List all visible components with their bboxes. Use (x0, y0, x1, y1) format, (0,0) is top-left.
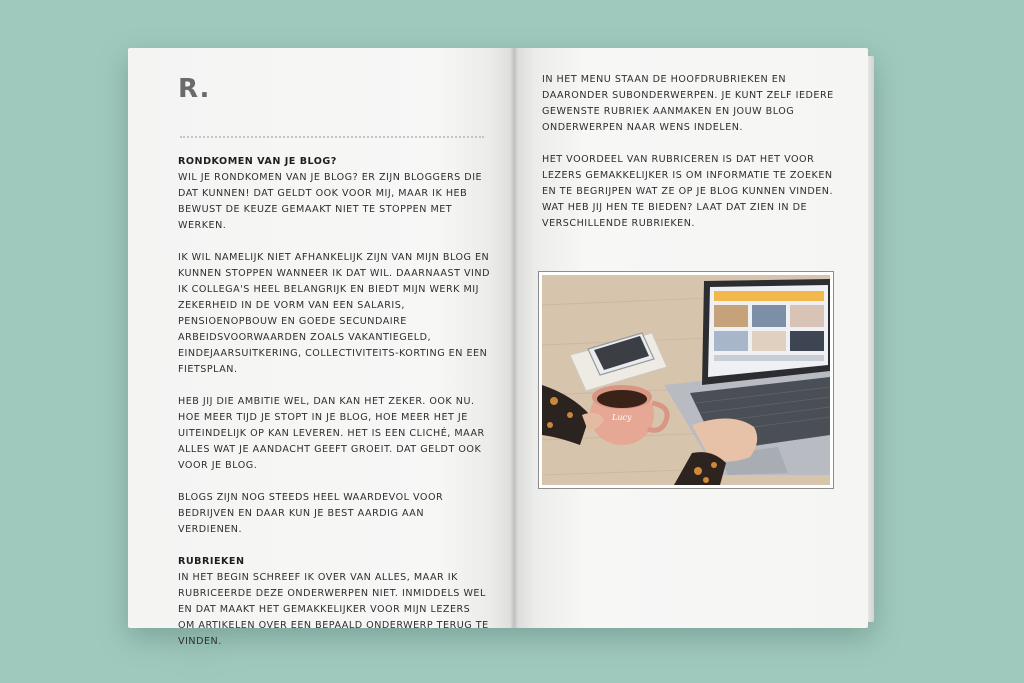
body-paragraph: IK WIL NAMELIJK NIET AFHANKELIJK ZIJN VAN MIJN BLOG EN KUNNEN STOPPEN WANNEER IK DAT WIL. DAARNAAST VIND IK COLLEGA'S HEEL BELANGRIJK EN BIEDT MIJN WERK MIJ ZEKERHEID IN DE VORM VAN EEN SALARIS, PENSIOENOPBOUW EN GOEDE SECUNDAIRE ARBEIDSVOORWAARDEN ZOALS VAKANTIEGELD, EINDEJAARSUITKERING, COLLECTIVITEITS-KORTING EN EEN FIETSPLAN. (178, 252, 490, 375)
body-paragraph: HET VOORDEEL VAN RUBRICEREN IS DAT HET VOOR LEZERS GEMAKKELIJKER IS OM INFORMATIE TE ZOEKEN EN TE BEGRIJPEN WAT ZE OP JE BLOG KUNNEN VINDEN. WAT HEB JIJ HEN TE BIEDEN? LAAT DAT ZIEN IN DE VERSCHILLENDE RUBRIEKEN. (542, 154, 833, 229)
chapter-letter: R. (178, 74, 211, 104)
photo-frame (538, 271, 834, 489)
body-paragraph: IN HET BEGIN SCHREEF IK OVER VAN ALLES, MAAR IK RUBRICEERDE DEZE ONDERWERPEN NIET. INMIDDELS WEL EN DAT MAAKT HET GEMAKKELIJKER VOOR MIJN LEZERS OM ARTIKELEN OVER EEN BEPAALD ONDERWERP TERUG TE VINDEN. (178, 572, 489, 647)
body-paragraph: BLOGS ZIJN NOG STEEDS HEEL WAARDEVOL VOOR BEDRIJVEN EN DAAR KUN JE BEST AARDIG AAN VERDIENEN. (178, 492, 444, 535)
left-page (128, 48, 514, 647)
right-page-body (542, 72, 842, 248)
mug-lettering: Lucy (612, 413, 632, 422)
body-paragraph: IN HET MENU STAAN DE HOOFDRUBRIEKEN EN DAARONDER SUBONDERWERPEN. JE KUNT ZELF IEDERE GEWENSTE RUBRIEK AANMAKEN EN JOUW BLOG ONDERWERPEN NAAR WENS INDELEN. (542, 74, 834, 133)
dotted-divider (180, 136, 484, 138)
left-page-body (178, 154, 490, 666)
open-booklet-spread (128, 48, 868, 647)
section-heading-rubrieken: RUBRIEKEN (178, 556, 245, 567)
section-heading-rondkomen: RONDKOMEN VAN JE BLOG? (178, 156, 337, 167)
body-paragraph: WIL JE RONDKOMEN VAN JE BLOG? ER ZIJN BLOGGERS DIE DAT KUNNEN! DAT GELDT OOK VOOR MIJ, MAAR IK HEB BEWUST DE KEUZE GEMAAKT NIET TE STOPPEN MET WERKEN. (178, 172, 483, 231)
book-gutter (510, 48, 518, 628)
body-paragraph: HEB JIJ DIE AMBITIE WEL, DAN KAN HET ZEKER. OOK NU. HOE MEER TIJD JE STOPT IN JE BLOG, HOE MEER HET JE UITEINDELIJK OP KAN LEVEREN. HET IS EEN CLICHÉ, MAAR ALLES WAT JE AANDACHT GEEFT GROEIT. DAT GELDT OOK VOOR JE BLOG. (178, 396, 485, 471)
right-page (514, 48, 868, 628)
page-stack-edge (868, 56, 874, 622)
laptop-and-coffee-photo (542, 275, 830, 485)
